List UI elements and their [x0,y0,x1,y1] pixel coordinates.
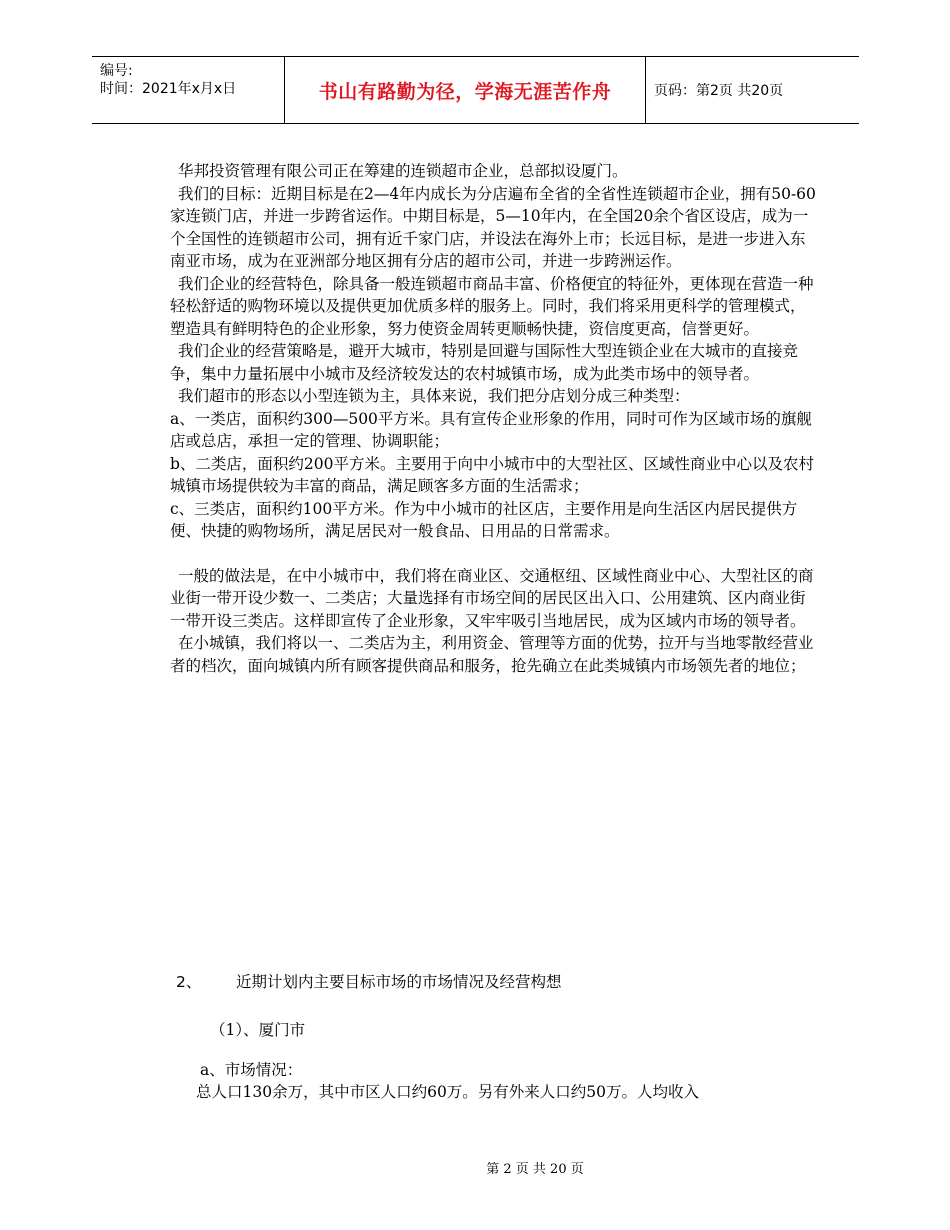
section-heading [176,970,562,992]
header-page-info: 页码：第2页 共20页 [654,83,784,99]
document-number: 编号: [100,63,133,79]
paragraph: 一般的做法是，在中小城市中，我们将在商业区、交通枢纽、区域性商业中心、大型社区的商业街一带开设少数一、二类店；大量选择有市场空间的居民区出入口、公用建筑、区内商业街一带开设三类店。这样即宣传了企业形象，又牢牢吸引当地居民，成为区域内市场的领导者。 [170,566,814,630]
header-motto: 书山有路勤为径，学海无涯苦作舟 [285,57,646,123]
paragraph: 我们超市的形态以小型连锁为主，具体来说，我们把分店划分成三种类型： [178,387,690,405]
list-item: b、二类店，面积约200平方米。主要用于向中小城市中的大型社区、区域性商业中心以及农村城镇市场提供较为丰富的商品，满足顾客多方面的生活需求； [170,454,815,495]
item-heading: a、市场情况： [200,1061,303,1079]
paragraph: 我们企业的经营特色，除具备一般连锁超市商品丰富、价格便宜的特征外，更体现在营造一种轻松舒适的购物环境以及提供更加优质多样的服务上。同时，我们将采用更科学的管理模式，塑造具有鲜明特色的企业形象，努力使资金周转更顺畅快捷，资信度更高，信誉更好。 [170,274,814,338]
paragraph: 在小城镇，我们将以一、二类店为主，利用资金、管理等方面的优势，拉开与当地零散经营业者的档次，面向城镇内所有顾客提供商品和服务，抢先确立在此类城镇内市场领先者的地位； [170,634,814,675]
subsection-heading: （1）、厦门市 [210,1021,306,1039]
list-item: a、一类店，面积约300—500平方米。具有宣传企业形象的作用，同时可作为区域市场的旗舰店或总店，承担一定的管理、协调职能； [170,409,812,450]
document-body [170,160,820,677]
list-item: c、三类店，面积约100平方米。作为中小城市的社区店，主要作用是向生活区内居民提供方便、快捷的购物场所，满足居民对一般食品、日用品的日常需求。 [170,499,798,540]
paragraph: 我们的目标：近期目标是在2—4年内成长为分店遍布全省的全省性连锁超市企业，拥有50-60家连锁门店，并进一步跨省运作。中期目标是，5—10年内，在全国20余个省区设店，成为一个全国性的连锁超市公司，拥有近千家门店，并设法在海外上市；长远目标，是进一步进入东南亚市场，成为在亚洲部分地区拥有分店的超市公司，并进一步跨洲运作。 [170,184,816,270]
item-text: 总人口130余万，其中市区人口约60万。另有外来人口约50万。人均收入 [196,1083,700,1101]
paragraph: 华邦投资管理有限公司正在筹建的连锁超市企业，总部拟设厦门。 [178,162,628,180]
paragraph: 我们企业的经营策略是，避开大城市，特别是回避与国际性大型连锁企业在大城市的直接竞争，集中力量拓展中小城市及经济较发达的农村城镇市场，成为此类市场中的领导者。 [170,342,799,383]
section-title: 近期计划内主要目标市场的市场情况及经营构想 [236,973,562,991]
document-time: 时间：2021年x月x日 [100,81,237,97]
document-header [92,56,859,124]
header-meta [92,57,285,123]
section-number: 2、 [176,973,202,991]
page-footer: 第 2 页 共 20 页 [486,1162,584,1177]
